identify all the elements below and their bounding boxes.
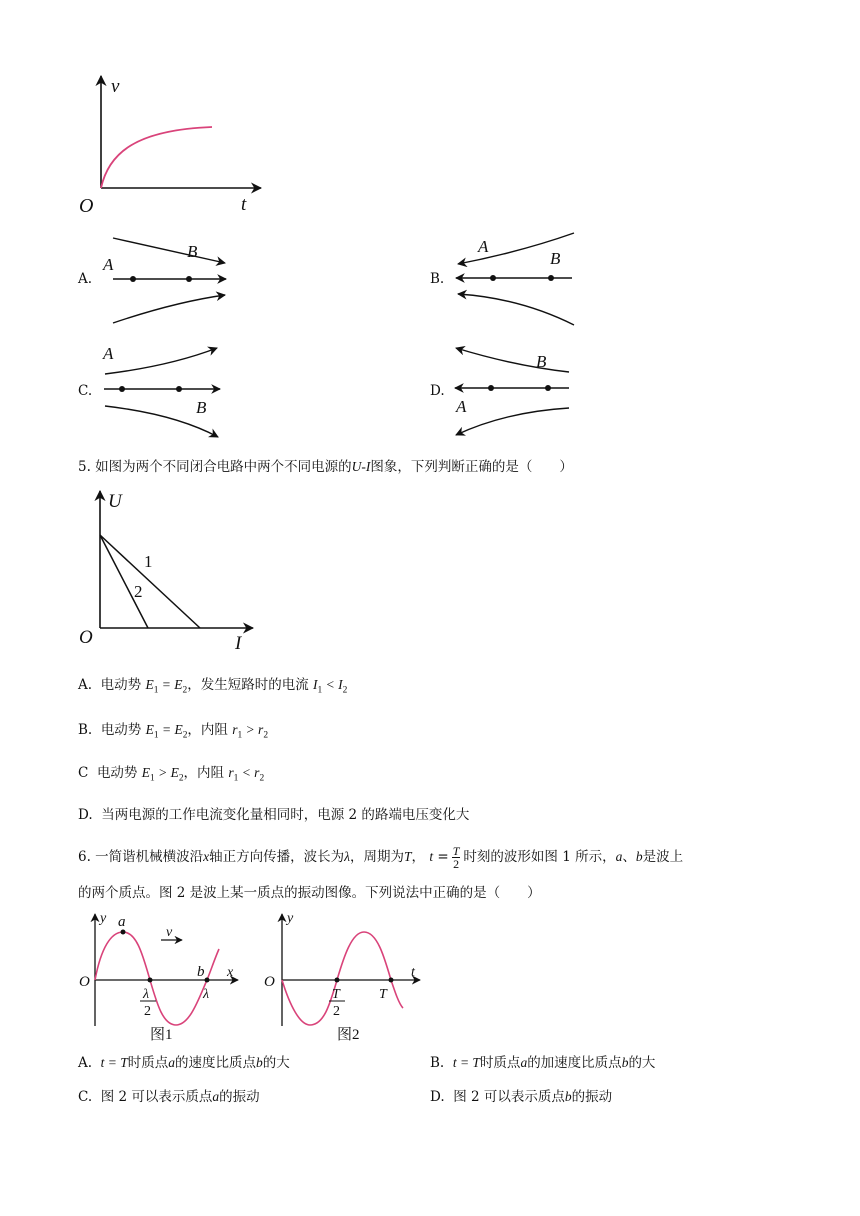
q5-option-c[interactable]: C 电动势 $E_1 > E_2$，内阻 $r_1 < r_2$ <box>78 765 265 784</box>
option-d-letter: D. <box>430 383 445 399</box>
svg-text:T: T <box>379 987 387 1002</box>
svg-text:A: A <box>478 237 489 256</box>
svg-text:b: b <box>197 964 205 980</box>
svg-text:2: 2 <box>134 582 143 601</box>
field-diagram-b[interactable] <box>450 228 590 330</box>
ui-graph <box>75 485 265 655</box>
svg-text:t: t <box>411 965 415 980</box>
svg-text:O: O <box>79 974 90 990</box>
field-diagram-a[interactable] <box>100 230 240 330</box>
vt-x-label: t <box>241 194 247 215</box>
q5-stem: 5. 如图为两个不同闭合电路中两个不同电源的U-I图象，下列判断正确的是（ ） <box>78 459 573 475</box>
svg-text:T: T <box>332 987 340 1002</box>
q6-stem-line1: 6. 一简谐机械横波沿x轴正方向传播，波长为λ，周期为T， t = $\frac{T}{2}$ 时刻的波形如图 1 所示，a、b是波上 <box>78 844 684 871</box>
svg-text:B: B <box>187 242 198 261</box>
wave-figure-1 <box>75 908 255 1050</box>
svg-text:O: O <box>79 627 93 648</box>
svg-text:2: 2 <box>144 1004 151 1019</box>
q6-stem-line2: 的两个质点。图 2 是波上某一质点的振动图像。下列说法中正确的是（ ） <box>78 885 541 901</box>
option-a-letter: A. <box>78 271 93 287</box>
svg-text:λ: λ <box>143 987 150 1002</box>
svg-text:v: v <box>166 925 173 940</box>
svg-text:图2: 图2 <box>337 1027 360 1043</box>
svg-text:U: U <box>108 491 122 512</box>
svg-text:O: O <box>264 974 275 990</box>
q6-option-a[interactable]: A. t = T时质点a的速度比质点b的大 <box>78 1055 290 1071</box>
svg-text:a: a <box>118 914 126 930</box>
svg-text:I: I <box>235 633 242 654</box>
q5-option-a[interactable]: A. 电动势 $E_1 = E_2$，发生短路时的电流 $I_1 < I_2$ <box>78 677 348 696</box>
q6-option-d[interactable]: D. 图 2 可以表示质点b的振动 <box>430 1089 613 1105</box>
q6-option-b[interactable]: B. t = T时质点a的加速度比质点b的大 <box>430 1055 656 1071</box>
q6-option-c[interactable]: C. 图 2 可以表示质点a的振动 <box>78 1089 260 1105</box>
field-diagram-c[interactable] <box>100 342 240 442</box>
svg-text:A: A <box>456 397 467 416</box>
q5-option-b[interactable]: B. 电动势 $E_1 = E_2$，内阻 $r_1 > r_2$ <box>78 722 269 741</box>
svg-text:图1: 图1 <box>150 1027 173 1043</box>
ui-line-1 <box>100 535 200 628</box>
vt-origin: O <box>79 195 94 217</box>
vibration-figure-2 <box>262 908 432 1050</box>
svg-text:B: B <box>536 352 547 371</box>
svg-text:x: x <box>227 965 234 980</box>
svg-text:y: y <box>100 911 107 926</box>
svg-text:y: y <box>287 911 294 926</box>
svg-text:2: 2 <box>333 1004 340 1019</box>
vibration-curve-2 <box>282 932 403 1025</box>
field-diagram-d[interactable] <box>450 340 590 440</box>
svg-text:B: B <box>196 398 207 417</box>
option-c-letter: C. <box>78 383 93 399</box>
q5-option-d[interactable]: D. 当两电源的工作电流变化量相同时，电源 2 的路端电压变化大 <box>78 807 470 823</box>
vt-graph <box>75 70 275 220</box>
svg-text:λ: λ <box>203 987 210 1002</box>
vt-curve <box>101 127 212 188</box>
svg-text:A: A <box>103 255 114 274</box>
option-b-letter: B. <box>430 271 445 287</box>
svg-text:A: A <box>103 344 114 363</box>
vt-y-label: v <box>111 76 120 97</box>
svg-text:1: 1 <box>144 552 153 571</box>
svg-text:B: B <box>550 249 561 268</box>
